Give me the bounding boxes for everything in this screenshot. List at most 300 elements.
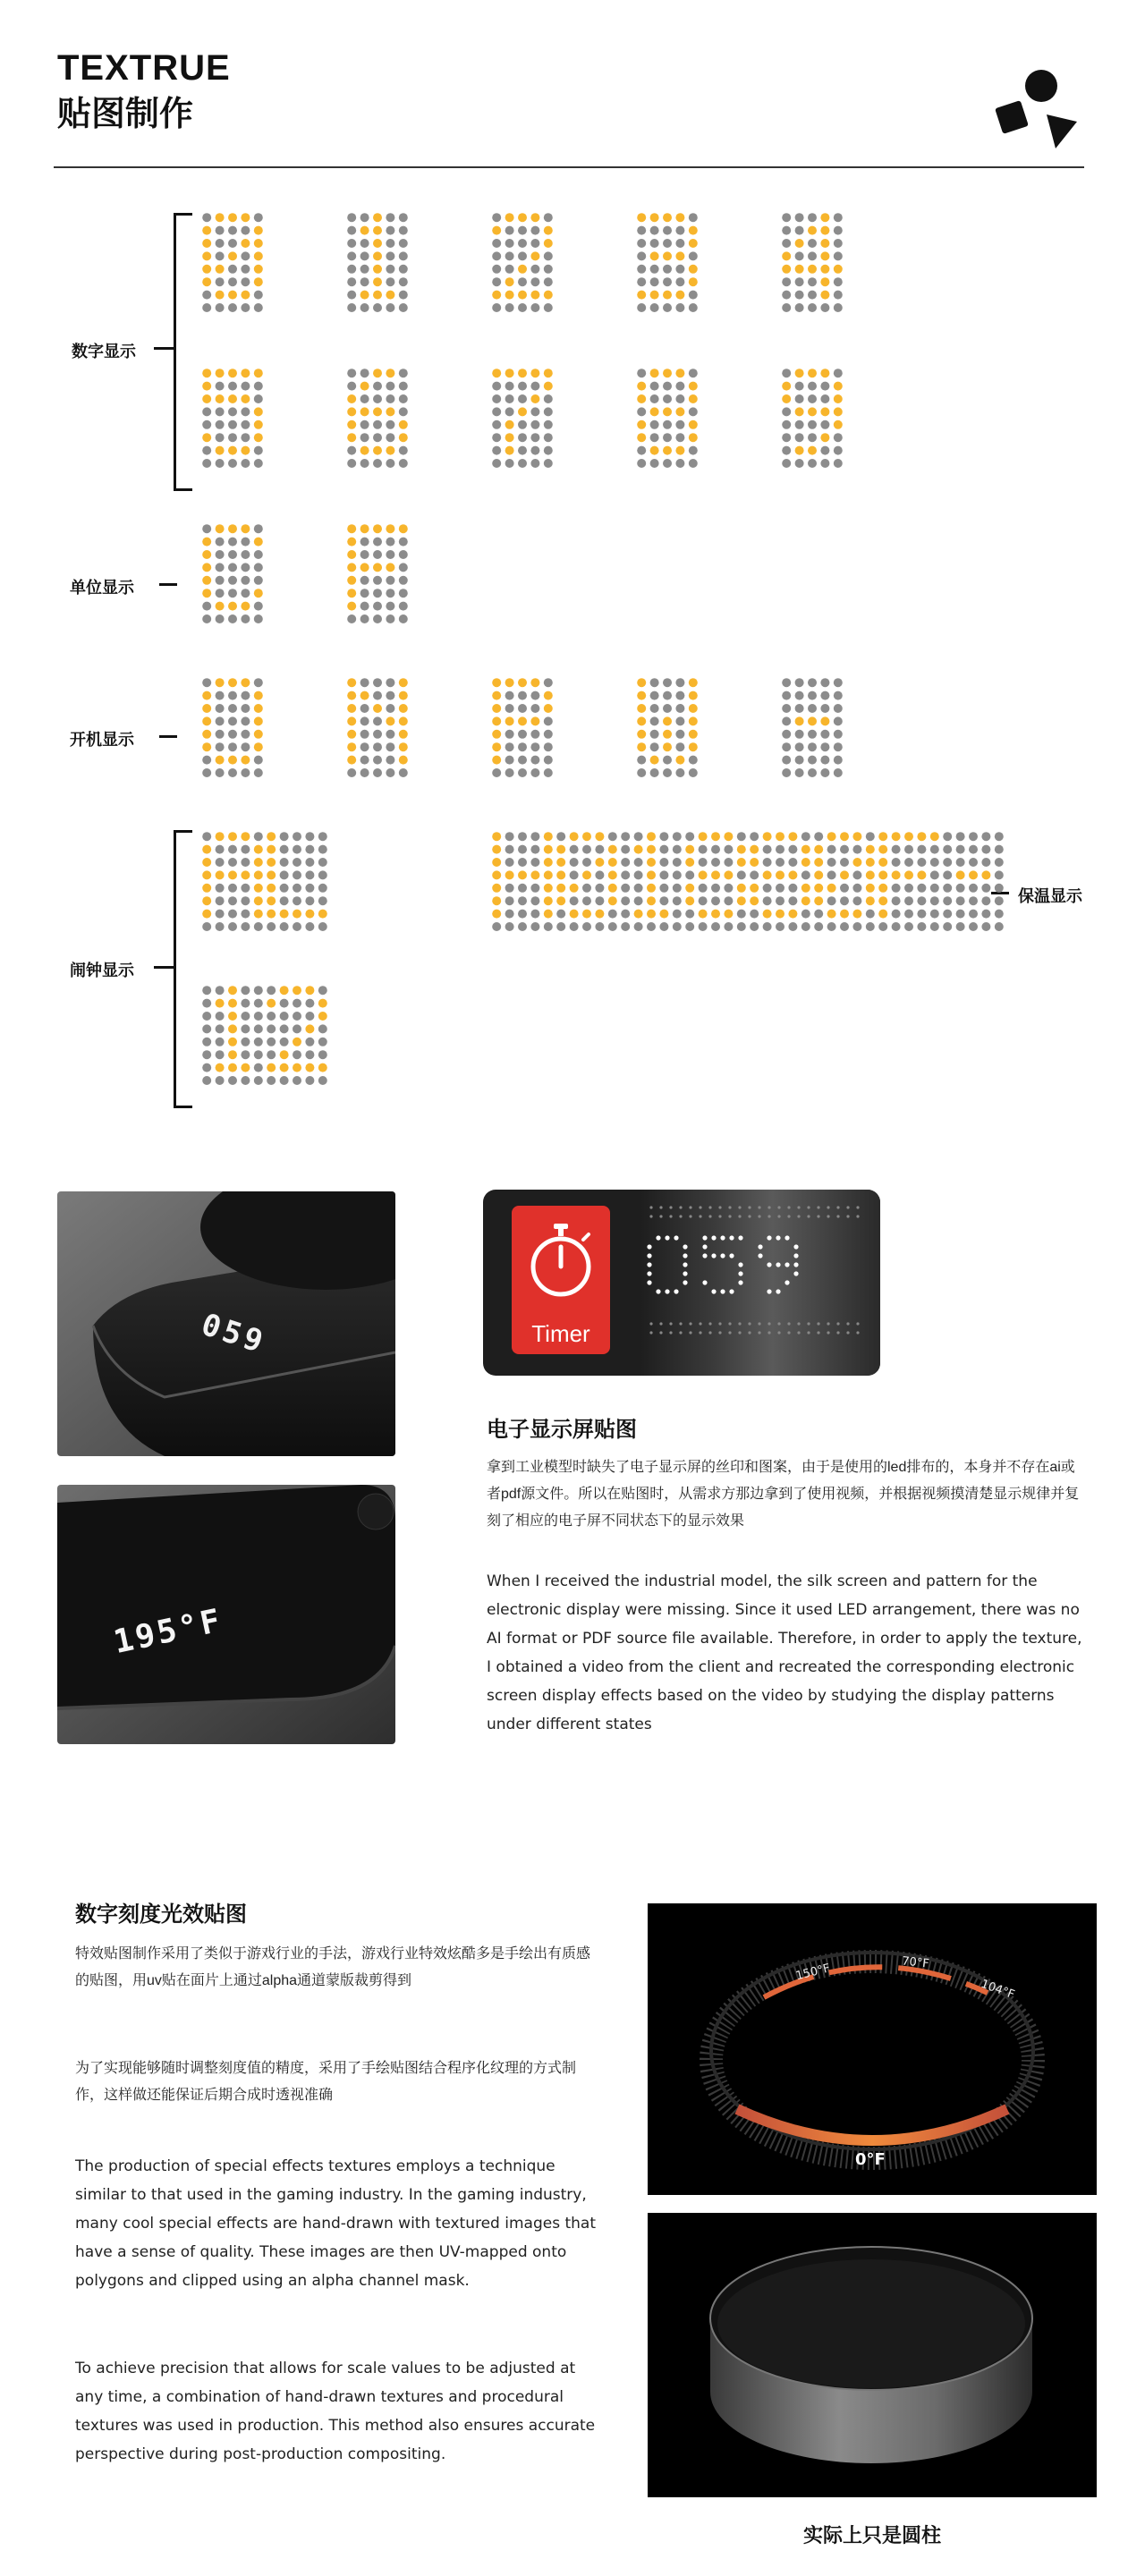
timer-led-dot-dim bbox=[777, 1206, 780, 1208]
led-dot-on bbox=[544, 870, 553, 879]
led-dot-off bbox=[216, 922, 225, 931]
led-dot-off bbox=[904, 896, 913, 905]
led-dot-on bbox=[689, 742, 698, 751]
led-dot-on bbox=[608, 858, 617, 867]
led-dot-off bbox=[878, 922, 887, 931]
led-dot-off bbox=[699, 858, 708, 867]
led-dot-off bbox=[360, 538, 369, 547]
led-dot-off bbox=[216, 538, 225, 547]
timer-led-dot bbox=[776, 1235, 780, 1240]
led-dot-on bbox=[318, 910, 327, 919]
led-dot-off bbox=[202, 407, 211, 416]
led-dot-on bbox=[267, 884, 276, 893]
led-dot-off bbox=[293, 1012, 301, 1021]
led-dot-on bbox=[788, 870, 797, 879]
led-dot-off bbox=[202, 756, 211, 765]
led-dot-on bbox=[505, 277, 514, 286]
led-dot-off bbox=[530, 433, 539, 442]
led-dot-on bbox=[360, 407, 369, 416]
led-dot-off bbox=[673, 870, 682, 879]
led-dot-on bbox=[650, 369, 659, 377]
led-dot-on bbox=[216, 369, 225, 377]
led-dot-off bbox=[399, 239, 408, 248]
led-dot-on bbox=[293, 1063, 301, 1072]
led-dot-on bbox=[808, 369, 817, 377]
led-dot-on bbox=[795, 446, 804, 455]
led-dot-off bbox=[280, 1024, 289, 1033]
led-dot-off bbox=[518, 394, 527, 403]
led-dot-off bbox=[505, 768, 514, 777]
led-dot-on bbox=[318, 999, 327, 1008]
led-dot-off bbox=[637, 407, 646, 416]
led-dot-on bbox=[347, 756, 356, 765]
led-dot-on bbox=[492, 226, 501, 235]
led-dot-off bbox=[675, 420, 684, 429]
led-dot-off bbox=[228, 239, 237, 248]
led-dot-on bbox=[878, 870, 887, 879]
led-dot-off bbox=[634, 922, 643, 931]
led-dot-on bbox=[782, 394, 791, 403]
led-dot-off bbox=[241, 382, 250, 391]
led-dot-on bbox=[689, 433, 698, 442]
section-display-title: 电子显示屏贴图 bbox=[487, 1418, 637, 1442]
led-dot-off bbox=[202, 446, 211, 455]
led-dot-on bbox=[650, 213, 659, 222]
led-dot-on bbox=[530, 213, 539, 222]
led-dot-off bbox=[518, 910, 527, 919]
led-dot-off bbox=[399, 576, 408, 585]
led-dot-off bbox=[386, 576, 394, 585]
led-dot-off bbox=[995, 858, 1004, 867]
led-dot-off bbox=[852, 922, 861, 931]
led-dot-off bbox=[995, 845, 1004, 854]
led-dot-on bbox=[544, 291, 553, 300]
led-dot-off bbox=[360, 394, 369, 403]
led-dot-off bbox=[505, 239, 514, 248]
led-dot-off bbox=[267, 1038, 276, 1046]
led-dot-off bbox=[673, 910, 682, 919]
timer-led-dot-dim bbox=[708, 1215, 711, 1217]
led-dot-on bbox=[582, 870, 591, 879]
led-dot-on bbox=[373, 704, 382, 713]
led-dot-on bbox=[280, 1063, 289, 1072]
led-dot-off bbox=[943, 845, 952, 854]
led-dot-on bbox=[347, 678, 356, 687]
led-dot-off bbox=[917, 910, 926, 919]
led-dot-off bbox=[530, 382, 539, 391]
led-dot-off bbox=[530, 226, 539, 235]
led-dot-off bbox=[530, 922, 539, 931]
led-dot-off bbox=[386, 213, 394, 222]
led-dot-off bbox=[530, 691, 539, 700]
led-dot-off bbox=[943, 922, 952, 931]
led-dot-on bbox=[878, 896, 887, 905]
led-dot-off bbox=[241, 538, 250, 547]
led-dot-on bbox=[663, 213, 672, 222]
led-dot-off bbox=[360, 369, 369, 377]
led-dot-off bbox=[216, 277, 225, 286]
led-dot-off bbox=[530, 277, 539, 286]
led-dot-on bbox=[808, 265, 817, 274]
led-dot-off bbox=[943, 884, 952, 893]
led-dot-on bbox=[647, 858, 656, 867]
timer-led-dot bbox=[785, 1235, 789, 1240]
led-dot-off bbox=[386, 550, 394, 559]
led-dot-on bbox=[637, 291, 646, 300]
timer-led-dot-dim bbox=[827, 1206, 829, 1208]
led-dot-off bbox=[834, 226, 843, 235]
led-dot-off bbox=[254, 602, 263, 611]
led-dot-off bbox=[318, 986, 327, 995]
led-dot-off bbox=[216, 1012, 225, 1021]
led-dot-on bbox=[228, 678, 237, 687]
led-dot-off bbox=[347, 382, 356, 391]
led-dot-off bbox=[544, 446, 553, 455]
led-dot-off bbox=[530, 742, 539, 751]
led-dot-off bbox=[943, 832, 952, 841]
led-dot-off bbox=[399, 265, 408, 274]
timer-led-dot bbox=[656, 1289, 660, 1293]
led-dot-off bbox=[808, 704, 817, 713]
led-dot-off bbox=[360, 756, 369, 765]
led-dot-on bbox=[763, 870, 772, 879]
led-dot-off bbox=[685, 910, 694, 919]
label-alarm-display: 闹钟显示 bbox=[70, 962, 134, 979]
led-dot-off bbox=[820, 742, 829, 751]
led-dot-off bbox=[650, 742, 659, 751]
led-dot-on bbox=[570, 910, 579, 919]
led-dot-off bbox=[399, 382, 408, 391]
led-dot-off bbox=[795, 291, 804, 300]
led-dot-on bbox=[689, 239, 698, 248]
led-dot-off bbox=[373, 602, 382, 611]
led-dot-off bbox=[347, 369, 356, 377]
led-dot-off bbox=[202, 678, 211, 687]
led-dot-on bbox=[216, 999, 225, 1008]
led-dot-off bbox=[386, 704, 394, 713]
led-dot-off bbox=[518, 845, 527, 854]
led-dot-on bbox=[544, 382, 553, 391]
led-dot-on bbox=[216, 524, 225, 533]
led-dot-off bbox=[711, 884, 720, 893]
led-dot-off bbox=[892, 845, 901, 854]
led-dot-on bbox=[802, 896, 810, 905]
led-dot-off bbox=[776, 884, 785, 893]
led-dot-off bbox=[399, 563, 408, 572]
led-dot-off bbox=[318, 858, 327, 867]
led-dot-on bbox=[866, 845, 875, 854]
led-dot-off bbox=[782, 239, 791, 248]
led-dot-on bbox=[820, 277, 829, 286]
led-dot-off bbox=[228, 459, 237, 468]
led-dot-off bbox=[802, 870, 810, 879]
led-dot-off bbox=[917, 922, 926, 931]
led-dot-off bbox=[386, 239, 394, 248]
dot-matrix-panel bbox=[490, 367, 555, 470]
led-dot-on bbox=[637, 213, 646, 222]
photo-top-readout: 059 bbox=[197, 1306, 271, 1361]
dot-matrix-panel bbox=[200, 984, 329, 1087]
led-dot-off bbox=[782, 742, 791, 751]
led-dot-off bbox=[795, 394, 804, 403]
led-dot-on bbox=[866, 858, 875, 867]
led-dot-off bbox=[969, 845, 978, 854]
led-dot-off bbox=[216, 420, 225, 429]
dot-matrix-panel bbox=[200, 211, 265, 314]
led-dot-on bbox=[675, 291, 684, 300]
led-dot-off bbox=[241, 910, 250, 919]
timer-led-dot-dim bbox=[679, 1206, 682, 1208]
led-dot-on bbox=[202, 910, 211, 919]
led-dot-on bbox=[518, 369, 527, 377]
led-dot-off bbox=[360, 704, 369, 713]
led-dot-on bbox=[492, 858, 501, 867]
led-dot-on bbox=[634, 910, 643, 919]
led-dot-on bbox=[737, 858, 746, 867]
timer-led-dot-dim bbox=[728, 1215, 731, 1217]
led-dot-off bbox=[675, 730, 684, 739]
led-dot-on bbox=[202, 382, 211, 391]
timer-led-dot-dim bbox=[649, 1322, 652, 1325]
led-dot-off bbox=[530, 910, 539, 919]
led-dot-off bbox=[637, 251, 646, 260]
led-dot-off bbox=[808, 691, 817, 700]
led-dot-off bbox=[776, 845, 785, 854]
led-dot-off bbox=[930, 884, 939, 893]
timer-led-dot-dim bbox=[689, 1206, 691, 1208]
led-dot-on bbox=[827, 884, 836, 893]
timer-led-dot-dim bbox=[846, 1206, 849, 1208]
led-dot-on bbox=[347, 420, 356, 429]
led-dot-off bbox=[373, 538, 382, 547]
timer-led-dot bbox=[785, 1262, 789, 1267]
timer-led-dot bbox=[720, 1235, 725, 1240]
led-dot-off bbox=[318, 884, 327, 893]
led-dot-off bbox=[724, 858, 733, 867]
led-dot-off bbox=[827, 896, 836, 905]
led-dot-off bbox=[254, 1012, 263, 1021]
led-dot-on bbox=[570, 832, 579, 841]
led-dot-off bbox=[399, 226, 408, 235]
led-dot-off bbox=[254, 922, 263, 931]
timer-led-dot bbox=[738, 1280, 742, 1284]
led-dot-off bbox=[737, 870, 746, 879]
led-dot-off bbox=[530, 239, 539, 248]
led-dot-off bbox=[241, 563, 250, 572]
led-dot-on bbox=[544, 369, 553, 377]
plain-cylinder-render bbox=[648, 2213, 1097, 2497]
led-dot-off bbox=[782, 459, 791, 468]
led-dot-off bbox=[267, 922, 276, 931]
led-dot-on bbox=[347, 394, 356, 403]
led-dot-off bbox=[241, 251, 250, 260]
led-dot-on bbox=[737, 896, 746, 905]
led-dot-off bbox=[834, 213, 843, 222]
led-dot-off bbox=[360, 576, 369, 585]
led-dot-off bbox=[228, 768, 237, 777]
led-dot-off bbox=[216, 845, 225, 854]
led-dot-off bbox=[834, 459, 843, 468]
led-dot-on bbox=[254, 896, 263, 905]
led-dot-off bbox=[399, 550, 408, 559]
led-dot-off bbox=[650, 265, 659, 274]
led-dot-off bbox=[386, 459, 394, 468]
label-keepwarm-display: 保温显示 bbox=[1018, 887, 1082, 905]
led-dot-on bbox=[788, 832, 797, 841]
led-dot-off bbox=[795, 433, 804, 442]
timer-led-dot bbox=[647, 1253, 651, 1258]
led-dot-off bbox=[663, 303, 672, 312]
led-dot-on bbox=[689, 382, 698, 391]
led-dot-off bbox=[544, 716, 553, 725]
led-dot-off bbox=[241, 922, 250, 931]
timer-led-dot-dim bbox=[659, 1206, 662, 1208]
led-dot-off bbox=[782, 213, 791, 222]
led-dot-off bbox=[663, 277, 672, 286]
led-dot-off bbox=[544, 459, 553, 468]
led-dot-on bbox=[360, 563, 369, 572]
led-dot-off bbox=[373, 550, 382, 559]
led-dot-off bbox=[663, 239, 672, 248]
led-dot-off bbox=[305, 1012, 314, 1021]
led-dot-on bbox=[892, 832, 901, 841]
led-dot-on bbox=[663, 369, 672, 377]
led-dot-off bbox=[228, 538, 237, 547]
led-dot-off bbox=[650, 768, 659, 777]
led-dot-off bbox=[202, 524, 211, 533]
led-dot-off bbox=[305, 922, 314, 931]
timer-led-dot-dim bbox=[738, 1331, 741, 1334]
dot-matrix-panel bbox=[635, 676, 700, 779]
led-dot-on bbox=[834, 265, 843, 274]
led-dot-on bbox=[647, 845, 656, 854]
led-dot-on bbox=[663, 730, 672, 739]
led-dot-on bbox=[216, 678, 225, 687]
led-dot-on bbox=[373, 239, 382, 248]
led-dot-off bbox=[663, 678, 672, 687]
led-dot-off bbox=[820, 756, 829, 765]
led-dot-on bbox=[637, 420, 646, 429]
led-dot-off bbox=[518, 768, 527, 777]
led-dot-off bbox=[782, 691, 791, 700]
led-dot-on bbox=[840, 910, 849, 919]
led-dot-off bbox=[827, 870, 836, 879]
led-dot-on bbox=[360, 691, 369, 700]
led-dot-off bbox=[904, 884, 913, 893]
timer-led-dot-dim bbox=[787, 1206, 790, 1208]
page-title-en: TEXTRUE bbox=[57, 48, 231, 88]
led-dot-on bbox=[788, 910, 797, 919]
led-dot-off bbox=[724, 922, 733, 931]
led-dot-off bbox=[689, 756, 698, 765]
led-dot-off bbox=[776, 922, 785, 931]
led-dot-on bbox=[689, 704, 698, 713]
led-dot-on bbox=[689, 265, 698, 274]
timer-led-dot bbox=[793, 1271, 798, 1275]
led-dot-on bbox=[518, 265, 527, 274]
led-dot-off bbox=[634, 832, 643, 841]
led-dot-off bbox=[518, 730, 527, 739]
led-dot-on bbox=[241, 870, 250, 879]
led-dot-off bbox=[673, 858, 682, 867]
led-dot-off bbox=[782, 704, 791, 713]
led-dot-off bbox=[360, 433, 369, 442]
led-dot-on bbox=[518, 291, 527, 300]
led-dot-on bbox=[399, 716, 408, 725]
led-dot-off bbox=[917, 845, 926, 854]
timer-led-dot-dim bbox=[787, 1322, 790, 1325]
led-dot-on bbox=[202, 251, 211, 260]
led-dot-off bbox=[216, 251, 225, 260]
led-dot-off bbox=[634, 858, 643, 867]
led-dot-on bbox=[492, 678, 501, 687]
led-dot-off bbox=[663, 420, 672, 429]
led-dot-off bbox=[373, 716, 382, 725]
led-dot-on bbox=[689, 394, 698, 403]
led-dot-on bbox=[675, 756, 684, 765]
led-dot-off bbox=[737, 910, 746, 919]
timer-led-dot-dim bbox=[787, 1331, 790, 1334]
led-dot-on bbox=[228, 986, 237, 995]
led-dot-off bbox=[202, 291, 211, 300]
led-dot-on bbox=[347, 407, 356, 416]
led-dot-off bbox=[386, 420, 394, 429]
led-dot-off bbox=[305, 1050, 314, 1059]
led-dot-off bbox=[834, 678, 843, 687]
timer-led-dot bbox=[793, 1253, 798, 1258]
led-dot-on bbox=[202, 277, 211, 286]
led-dot-on bbox=[254, 277, 263, 286]
led-dot-on bbox=[505, 369, 514, 377]
dot-matrix-panel bbox=[780, 367, 844, 470]
led-dot-off bbox=[360, 277, 369, 286]
led-dot-off bbox=[834, 303, 843, 312]
led-dot-off bbox=[241, 730, 250, 739]
led-dot-off bbox=[943, 870, 952, 879]
led-dot-on bbox=[820, 369, 829, 377]
led-dot-off bbox=[802, 922, 810, 931]
led-dot-off bbox=[505, 226, 514, 235]
led-dot-off bbox=[254, 614, 263, 623]
led-dot-off bbox=[544, 730, 553, 739]
led-dot-off bbox=[820, 704, 829, 713]
timer-led-dot-dim bbox=[649, 1206, 652, 1208]
led-dot-on bbox=[254, 226, 263, 235]
led-dot-off bbox=[505, 691, 514, 700]
led-dot-off bbox=[808, 251, 817, 260]
led-dot-on bbox=[347, 589, 356, 597]
led-dot-off bbox=[216, 910, 225, 919]
led-dot-on bbox=[647, 870, 656, 879]
led-dot-on bbox=[647, 896, 656, 905]
led-dot-off bbox=[820, 394, 829, 403]
led-dot-off bbox=[228, 716, 237, 725]
led-dot-off bbox=[216, 742, 225, 751]
led-dot-on bbox=[820, 716, 829, 725]
led-dot-on bbox=[202, 884, 211, 893]
dot-matrix-panel bbox=[635, 211, 700, 314]
led-dot-off bbox=[917, 896, 926, 905]
led-dot-off bbox=[280, 870, 289, 879]
timer-led-dot-dim bbox=[827, 1215, 829, 1217]
led-dot-off bbox=[305, 999, 314, 1008]
led-dot-on bbox=[241, 239, 250, 248]
led-dot-on bbox=[228, 369, 237, 377]
led-dot-off bbox=[795, 691, 804, 700]
led-dot-off bbox=[254, 1050, 263, 1059]
led-dot-off bbox=[492, 213, 501, 222]
led-dot-on bbox=[373, 407, 382, 416]
